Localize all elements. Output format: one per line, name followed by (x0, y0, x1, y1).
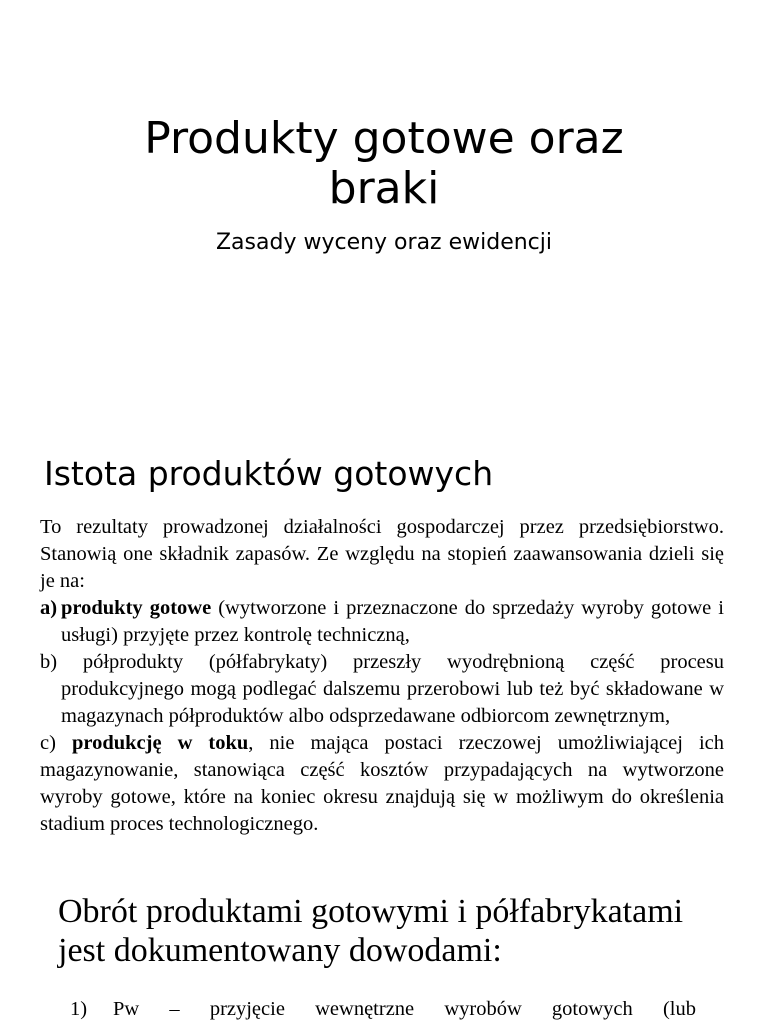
list-item-c-text: , nie mająca postaci rzeczowej umożliwiającej ich magazynowanie, stanowiąca część kosztów przypadających na wytworzone wyroby gotowe, które na koniec okresu znajdują się w możliwym do określenia stadium proces technologicznego. (40, 732, 724, 835)
list-item-a (40, 595, 724, 649)
word: (lub (662, 998, 696, 1020)
documents-heading: Obrót produktami gotowymi i półfabrykatami jest dokumentowany dowodami: (58, 893, 684, 969)
numbered-item-1-number: 1) (70, 998, 88, 1020)
word: wewnętrzne (315, 998, 415, 1020)
list-item-a-text: (wytworzone i przeznaczone do sprzedaży wyroby gotowe i usługi) przyjęte przez kontrolę techniczną, (61, 597, 725, 646)
intro-paragraph: To rezultaty prowadzonej działalności gospodarczej przez przedsiębiorstwo. Stanowią one składnik zapasów. Ze względu na stopień zaawansowania dzieli się je na: (40, 516, 724, 592)
word: wyrobów (444, 998, 522, 1020)
list-marker-c: c) (40, 732, 72, 754)
list-marker-a: a) (40, 597, 58, 619)
list-item-b: b) półprodukty (półfabrykaty) przeszły wyodrębnioną część procesu produkcyjnego mogą podlegać dalszemu przerobowi lub też być składowane w magazynach półproduktów albo odsprzedawane odbiorcom zewnętrznym, (40, 651, 724, 727)
numbered-item-1-text (113, 996, 696, 1023)
slide-subtitle: Zasady wyceny oraz ewidencji (215, 230, 552, 255)
numbered-item-1 (70, 996, 696, 1023)
word: – (169, 998, 180, 1020)
section-heading: Istota produktów gotowych (44, 454, 494, 493)
word: gotowych (551, 998, 633, 1020)
list-item-c-term: produkcję w toku (71, 732, 249, 754)
list-content-a (61, 595, 724, 649)
list-item-a-term: produkty gotowe (61, 597, 212, 619)
list-item-c (40, 730, 724, 838)
word: Pw (113, 998, 140, 1020)
section-body (40, 514, 724, 838)
word: przyjęcie (209, 998, 285, 1020)
slide-title: Produkty gotowe oraz braki (144, 113, 624, 214)
